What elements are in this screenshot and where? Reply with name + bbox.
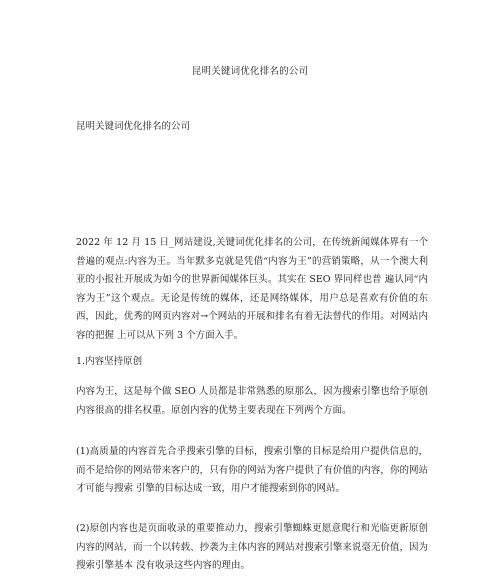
- intro-paragraph: 2022 年 12 月 15 日_网站建设,关键词优化排名的公司，在传统新闻媒体界有一个普遍的观点:内容为王。当年默多克就是凭借“内容为王”的营销策略，从一个澳大利亚的小报社开展成为如今的世界新闻媒体巨头。其实在 SEO 界同样也普 遍认同“内容为王”这个观点。无论是传统的媒体，还是网络媒体，用户总是喜欢有价值的东 西，因此，优秀的网页内容对→个网站的开展和排名有着无法替代的作用。对网站内容的把握 上可以从下列 3 个方面入手。: [76, 237, 428, 341]
- paragraph-original-content: 内容为王，这是每个做 SEO 人员都是非常熟悉的原那么，因为搜索引擎也给予原创内容很高的排名权重。原创内容的优势主要表现在下列两个方面。: [76, 386, 428, 416]
- paragraph-point-2: (2)原创内容也是页面收录的重要推动力，搜索引擎蜘蛛更愿意爬行和光临更新原创内容的网站，而一个以转载、抄袭为主体内容的网站对搜索引擎来说毫无价值，因为搜索引擎基本 没有收录这些内容的理由。: [76, 523, 428, 572]
- document-title: 昆明关键词优化排名的公司: [76, 121, 191, 132]
- section-heading: 1.内容坚持原创: [76, 356, 143, 367]
- page-header-title: 昆明关键词优化排名的公司: [191, 66, 309, 77]
- paragraph-point-1: (1)高质量的内容首先合乎搜索引擎的目标，搜索引擎的目标是给用户提供信息的，而不是给你的网站带来客户的，只有你的网站为客户提供了有价值的内容，你的网站才可能与搜索 引擎的目标达成一致，用户才能搜索到你的网站。: [76, 446, 428, 495]
